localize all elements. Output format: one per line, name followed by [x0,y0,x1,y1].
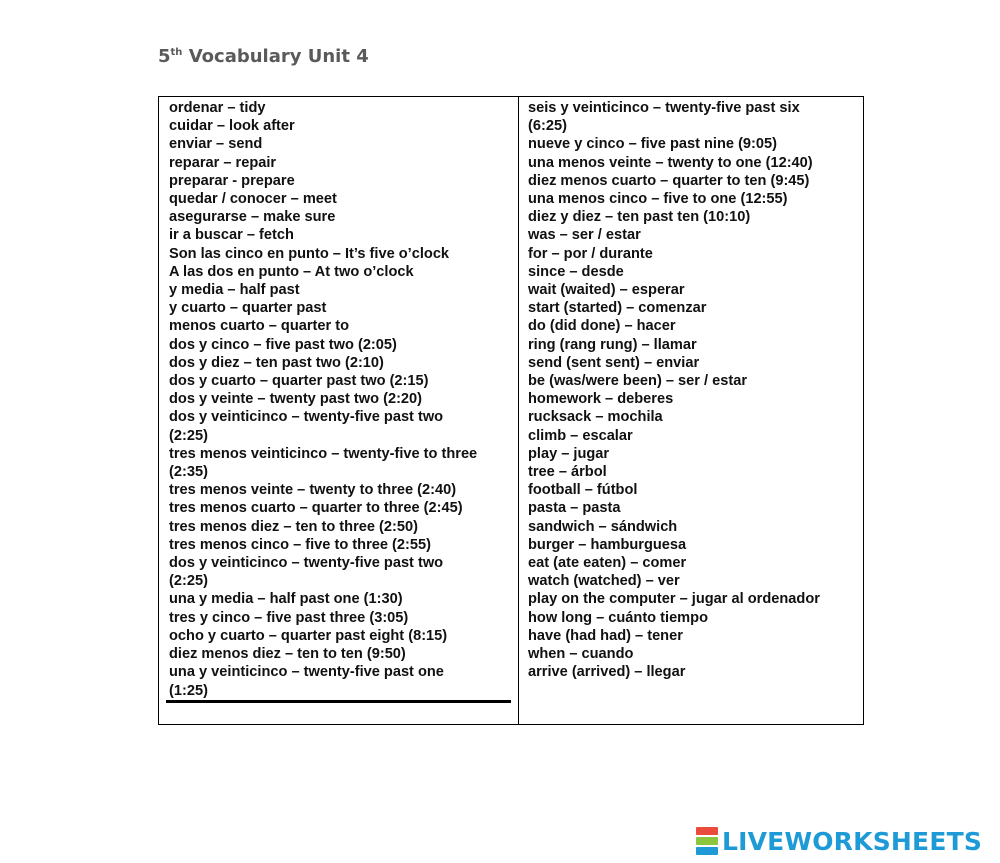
title-ordinal: 5 [158,46,171,67]
vocabulary-entry: ir a buscar – fetch [169,227,294,244]
vocabulary-entry: homework – deberes [528,391,674,408]
vocabulary-entry: diez menos cuarto – quarter to ten (9:45) [528,172,810,189]
vocabulary-entry: play – jugar [528,445,610,462]
vocabulary-entry: dos y veinticinco – twenty-five past two [169,555,444,572]
logo-stripe [696,837,718,845]
liveworksheets-logo [696,825,982,857]
vocabulary-entry: una menos veinte – twenty to one (12:40) [528,154,813,171]
vocabulary-entry: rucksack – mochila [528,409,663,426]
vocabulary-entry: burger – hamburguesa [528,536,687,553]
left-vocabulary-column [169,99,514,700]
title-text: Vocabulary Unit 4 [188,46,369,67]
vocabulary-entry: tres menos diez – ten to three (2:50) [169,518,418,535]
vocabulary-entry: arrive (arrived) – llegar [528,664,686,681]
vocabulary-entry: preparar - prepare [169,172,295,189]
vocabulary-entry: y media – half past [169,282,300,299]
vocabulary-entry: una y media – half past one (1:30) [169,591,403,608]
vocabulary-entry: una menos cinco – five to one (12:55) [528,191,788,208]
brand-name: LIVEWORKSHEETS [722,826,983,856]
vocabulary-entry: (2:35) [169,464,208,481]
right-vocabulary-column [528,99,863,682]
vocabulary-entry: (1:25) [169,682,208,699]
page-title [158,46,369,67]
vocabulary-entry: menos cuarto – quarter to [169,318,350,335]
left-column-end-line [166,700,511,703]
vocabulary-entry: climb – escalar [528,427,633,444]
vocabulary-entry: ordenar – tidy [169,100,266,116]
vocabulary-table [158,96,864,725]
vocabulary-entry: cuidar – look after [169,118,295,135]
vocabulary-entry: diez y diez – ten past ten (10:10) [528,209,751,226]
vocabulary-entry: asegurarse – make sure [169,209,336,226]
vocabulary-entry: nueve y cinco – five past nine (9:05) [528,136,777,153]
liveworksheets-logo-icon [696,827,718,855]
vocabulary-entry: for – por / durante [528,245,653,262]
vocabulary-entry: play on the computer – jugar al ordenador [528,591,820,608]
column-divider [518,97,519,724]
vocabulary-entry: tree – árbol [528,464,607,481]
vocabulary-entry: (6:25) [528,118,567,135]
vocabulary-entry: dos y veinticinco – twenty-five past two [169,409,444,426]
vocabulary-entry: dos y cinco – five past two (2:05) [169,336,397,353]
vocabulary-entry: send (sent sent) – enviar [528,354,700,371]
vocabulary-entry: tres menos veinticinco – twenty-five to three [169,445,478,462]
vocabulary-entry: when – cuando [528,646,634,663]
vocabulary-entry: since – desde [528,263,624,280]
vocabulary-entry: una y veinticinco – twenty-five past one [169,664,444,681]
logo-stripe [696,847,718,855]
vocabulary-entry: have (had had) – tener [528,627,683,644]
vocabulary-entry: reparar – repair [169,154,277,171]
vocabulary-entry: (2:25) [169,573,208,590]
vocabulary-entry: how long – cuánto tiempo [528,609,708,626]
vocabulary-entry: eat (ate eaten) – comer [528,555,687,572]
vocabulary-entry: was – ser / estar [528,227,641,244]
vocabulary-entry: do (did done) – hacer [528,318,676,335]
vocabulary-entry: enviar – send [169,136,263,153]
vocabulary-entry: football – fútbol [528,482,638,499]
vocabulary-entry: be (was/were been) – ser / estar [528,373,748,390]
vocabulary-entry: dos y cuarto – quarter past two (2:15) [169,373,429,390]
vocabulary-entry: sandwich – sándwich [528,518,678,535]
vocabulary-entry: tres y cinco – five past three (3:05) [169,609,409,626]
vocabulary-entry: tres menos cinco – five to three (2:55) [169,536,431,553]
vocabulary-entry: start (started) – comenzar [528,300,707,317]
vocabulary-entry: dos y veinte – twenty past two (2:20) [169,391,423,408]
vocabulary-entry: ring (rang rung) – llamar [528,336,697,353]
vocabulary-entry: diez menos diez – ten to ten (9:50) [169,646,406,663]
vocabulary-entry: tres menos cuarto – quarter to three (2:45) [169,500,463,517]
vocabulary-entry: dos y diez – ten past two (2:10) [169,354,384,371]
vocabulary-entry: (2:25) [169,427,208,444]
vocabulary-entry: wait (waited) – esperar [528,282,685,299]
vocabulary-entry: A las dos en punto – At two o’clock [169,263,414,280]
vocabulary-entry: ocho y cuarto – quarter past eight (8:15) [169,627,448,644]
vocabulary-entry: tres menos veinte – twenty to three (2:40) [169,482,457,499]
vocabulary-entry: pasta – pasta [528,500,621,517]
vocabulary-entry: Son las cinco en punto – It’s five o’clock [169,245,450,262]
vocabulary-entry: quedar / conocer – meet [169,191,337,208]
vocabulary-entry: watch (watched) – ver [528,573,680,590]
vocabulary-entry: y cuarto – quarter past [169,300,327,317]
title-ordinal-suffix: th [170,47,183,58]
vocabulary-entry: seis y veinticinco – twenty-five past six [528,100,800,116]
logo-stripe [696,827,718,835]
